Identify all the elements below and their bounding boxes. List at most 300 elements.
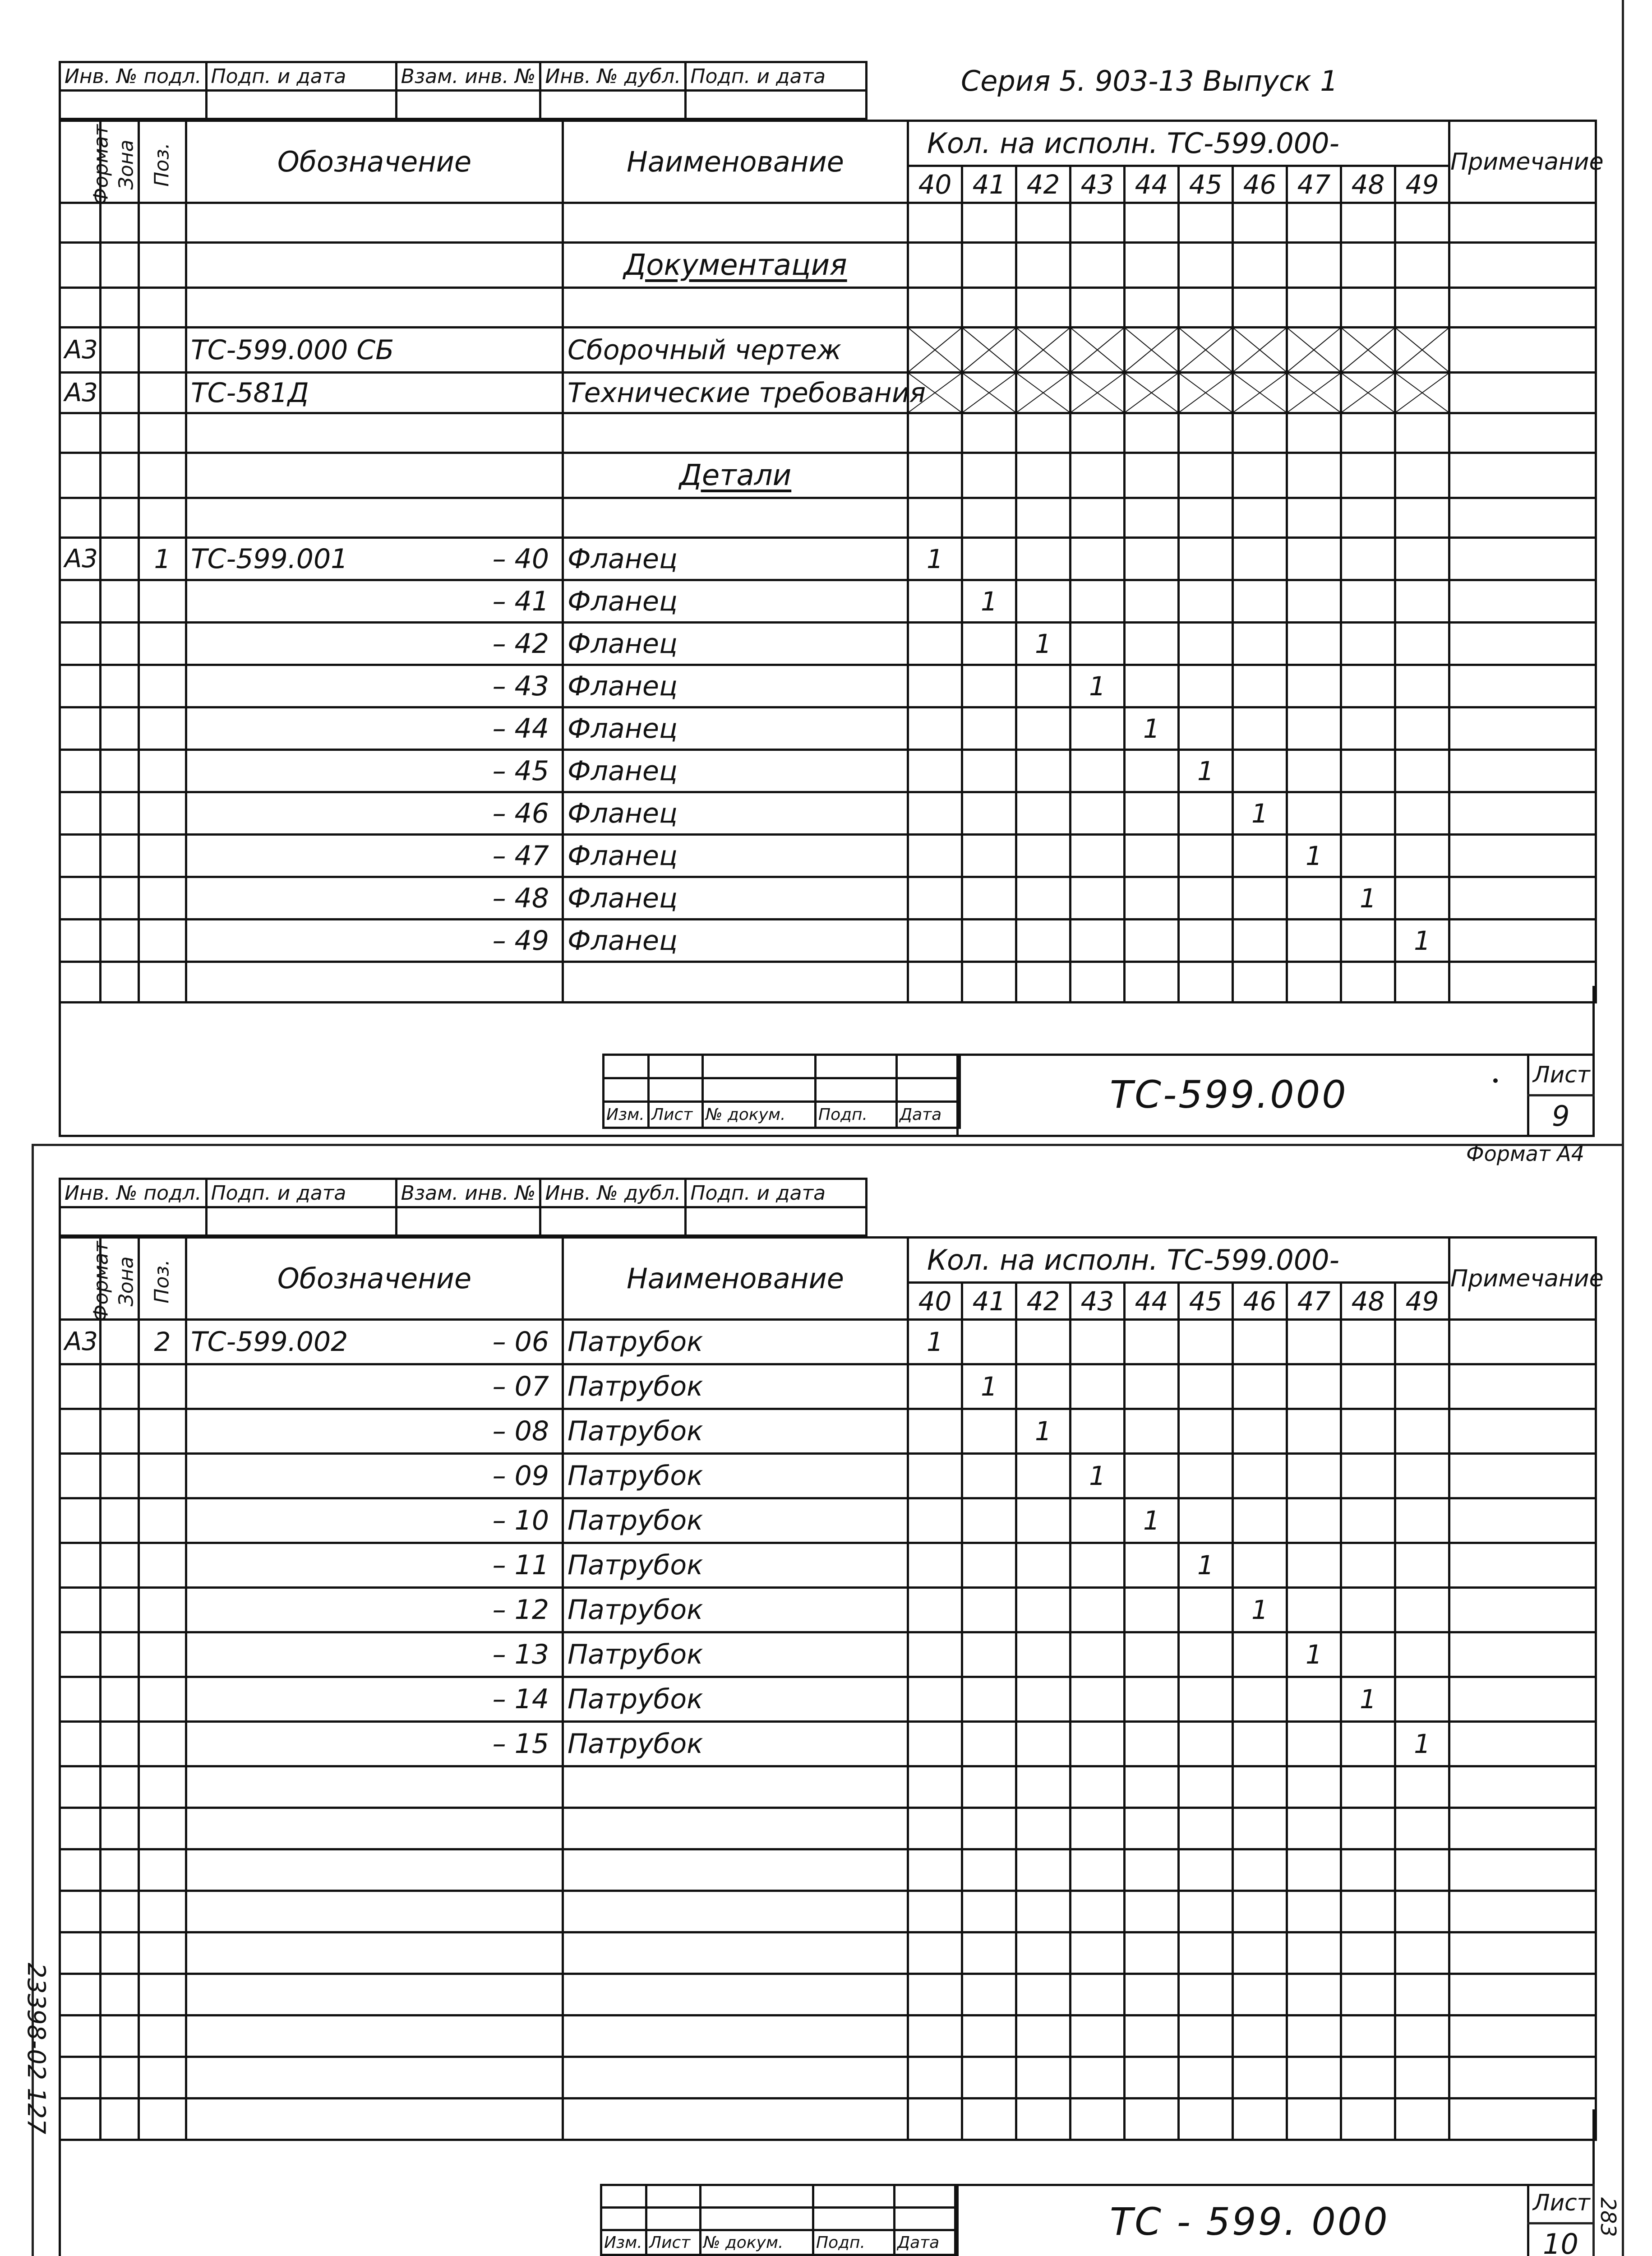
qty-cell (1395, 1409, 1449, 1454)
qty-cell (962, 288, 1016, 328)
zone-cell (101, 835, 139, 877)
qty-cell (1071, 1364, 1125, 1409)
spec-row (60, 1722, 1596, 1766)
qty-cell (1016, 243, 1071, 288)
zone-cell (101, 920, 139, 962)
qty-cell (1395, 243, 1449, 288)
qty-cell (1233, 243, 1287, 288)
qty-cell (1071, 920, 1125, 962)
qty-cell (1341, 538, 1395, 580)
variant-header: 44 (1125, 166, 1179, 203)
qty-cell (962, 413, 1016, 453)
qty-cell (1125, 1849, 1179, 1891)
cross-mark (1180, 328, 1232, 371)
qty-cell (1125, 453, 1179, 498)
cross-mark (1234, 328, 1286, 371)
designation-suffix: – 40 (492, 543, 549, 575)
zone-cell (101, 2016, 139, 2057)
format-cell (60, 1891, 101, 1932)
variant-header: 49 (1395, 1283, 1449, 1320)
qty-cell (1125, 1677, 1179, 1722)
pos-cell (139, 1677, 186, 1722)
qty-cell (1125, 1722, 1179, 1766)
qty-cell (1071, 2016, 1125, 2057)
designation-suffix: – 14 (492, 1683, 549, 1715)
spec-row (60, 920, 1596, 962)
variant-header: 45 (1179, 166, 1233, 203)
spec-row (60, 580, 1596, 623)
variant-header: 44 (1125, 1283, 1179, 1320)
qty-cell (1016, 453, 1071, 498)
stamp-blank (206, 1207, 396, 1236)
qty-cell (1233, 1891, 1287, 1932)
qty-cell (1016, 1766, 1071, 1808)
qty-cell (1341, 1409, 1395, 1454)
format-cell (60, 1588, 101, 1632)
designation-suffix: – 45 (492, 755, 549, 787)
qty-cell (908, 1677, 962, 1722)
qty-cell (908, 203, 962, 243)
qty-cell (1071, 1588, 1125, 1632)
qty-cell (1125, 1974, 1179, 2016)
qty-cell (962, 1677, 1016, 1722)
note-cell (1449, 1454, 1596, 1498)
qty-cell (1287, 580, 1341, 623)
pos-cell (139, 1364, 186, 1409)
cross-out-cell (1287, 373, 1341, 413)
qty-cell (908, 792, 962, 835)
spec-row (60, 1766, 1596, 1808)
qty-cell (1395, 1891, 1449, 1932)
stamp-blank (60, 91, 207, 119)
qty-cell (1016, 750, 1071, 792)
qty-cell (1233, 920, 1287, 962)
qty-cell (1287, 1891, 1341, 1932)
note-cell (1449, 1677, 1596, 1722)
designation-cell (186, 707, 563, 750)
title-block-1 (59, 986, 1595, 1137)
cross-mark (1396, 374, 1448, 412)
designation-cell (186, 623, 563, 665)
qty-cell (908, 835, 962, 877)
qty-cell (1287, 243, 1341, 288)
qty-cell (1179, 835, 1233, 877)
qty-cell (1071, 498, 1125, 538)
qty-cell (1071, 707, 1125, 750)
qty-cell (962, 1722, 1016, 1766)
qty-cell (1179, 1808, 1233, 1849)
qty-cell (1395, 453, 1449, 498)
qty-cell (1395, 1498, 1449, 1543)
sheet-2 (59, 1178, 1604, 2256)
qty-cell (1287, 877, 1341, 920)
qty-cell (1287, 203, 1341, 243)
variant-header: 42 (1016, 1283, 1071, 1320)
cross-mark (1126, 328, 1177, 371)
pos-cell (139, 792, 186, 835)
zone-cell (101, 1543, 139, 1588)
cross-mark (1180, 374, 1232, 412)
pos-cell (139, 623, 186, 665)
name-cell (563, 413, 908, 453)
qty-cell (1179, 1891, 1233, 1932)
qty-cell (1071, 1498, 1125, 1543)
qty-cell (908, 1849, 962, 1891)
qty-cell (1287, 453, 1341, 498)
qty-cell (1233, 835, 1287, 877)
qty-cell (1125, 1543, 1179, 1588)
zone-cell (101, 877, 139, 920)
pos-cell (139, 835, 186, 877)
note-cell (1449, 1320, 1596, 1364)
format-cell (60, 1974, 101, 2016)
designation-suffix: – 12 (492, 1594, 549, 1626)
qty-cell (962, 792, 1016, 835)
format-cell (60, 792, 101, 835)
rev-label: Лист (649, 1102, 703, 1128)
qty-cell (1125, 1588, 1179, 1632)
qty-cell (1125, 920, 1179, 962)
qty-cell (1016, 1588, 1071, 1632)
qty-cell (1179, 538, 1233, 580)
qty-cell (1395, 623, 1449, 665)
note-cell (1449, 1543, 1596, 1588)
stamp-cell: Подп. и дата (686, 1179, 867, 1207)
col-designation-header: Обозначение (186, 121, 563, 203)
qty-cell (1341, 1632, 1395, 1677)
designation-cell (186, 1454, 563, 1498)
qty-cell (1287, 1454, 1341, 1498)
qty-cell (1395, 877, 1449, 920)
qty-cell (1179, 203, 1233, 243)
note-cell (1449, 920, 1596, 962)
qty-cell (1395, 1932, 1449, 1974)
qty-cell (908, 498, 962, 538)
format-cell (60, 623, 101, 665)
cross-mark (1342, 328, 1394, 371)
qty-cell (1125, 835, 1179, 877)
spec-row (60, 2057, 1596, 2099)
qty-cell (908, 580, 962, 623)
qty-cell (908, 877, 962, 920)
cross-out-cell (1179, 373, 1233, 413)
zone-cell (101, 665, 139, 707)
qty-cell (1233, 623, 1287, 665)
qty-cell (908, 1409, 962, 1454)
qty-cell (1395, 1454, 1449, 1498)
note-cell (1449, 623, 1596, 665)
format-cell (60, 920, 101, 962)
qty-cell (1341, 1932, 1395, 1974)
designation-suffix: – 43 (492, 670, 549, 702)
designation-suffix: – 10 (492, 1505, 549, 1536)
qty-cell (1179, 1849, 1233, 1891)
spec-row (60, 1932, 1596, 1974)
qty-cell (1179, 1974, 1233, 2016)
qty-cell (962, 243, 1016, 288)
name-cell: Патрубок (563, 1320, 908, 1364)
name-cell: Патрубок (563, 1454, 908, 1498)
qty-cell (908, 1932, 962, 1974)
designation-cell (186, 2016, 563, 2057)
qty-cell (908, 1364, 962, 1409)
cross-mark (963, 374, 1015, 412)
note-cell (1449, 203, 1596, 243)
qty-cell (1287, 413, 1341, 453)
format-cell (60, 2057, 101, 2099)
name-cell (563, 1891, 908, 1932)
zone-cell (101, 1409, 139, 1454)
format-cell (60, 1632, 101, 1677)
spec-row (60, 498, 1596, 538)
qty-cell (962, 2057, 1016, 2099)
qty-cell (1016, 2016, 1071, 2057)
col-pos-header: Поз. (139, 1238, 186, 1320)
qty-cell (1341, 835, 1395, 877)
rev-label: Подп. (813, 2230, 895, 2255)
variant-header: 40 (908, 1283, 962, 1320)
format-cell (60, 1766, 101, 1808)
qty-cell (1233, 1808, 1287, 1849)
spec-row (60, 1588, 1596, 1632)
qty-cell (1233, 1632, 1287, 1677)
qty-cell: 1 (1179, 1543, 1233, 1588)
qty-cell (1071, 2057, 1125, 2099)
designation-cell (186, 1974, 563, 2016)
designation-suffix: – 11 (492, 1549, 549, 1581)
qty-cell (962, 1588, 1016, 1632)
zone-cell (101, 792, 139, 835)
cross-out-cell (1179, 328, 1233, 373)
pos-cell (139, 1588, 186, 1632)
pos-cell (139, 1932, 186, 1974)
spec-row (60, 203, 1596, 243)
qty-cell (1287, 665, 1341, 707)
note-cell (1449, 1808, 1596, 1849)
qty-cell (1125, 792, 1179, 835)
format-cell: А3 (60, 1320, 101, 1364)
qty-cell (1287, 2057, 1341, 2099)
qty-cell (962, 538, 1016, 580)
note-cell (1449, 1409, 1596, 1454)
designation-cell (186, 243, 563, 288)
qty-cell (962, 453, 1016, 498)
qty-cell (1016, 1364, 1071, 1409)
zone-cell (101, 1974, 139, 2016)
qty-cell (1395, 1632, 1449, 1677)
spec-row (60, 538, 1596, 580)
qty-cell (1071, 1722, 1125, 1766)
qty-cell (1016, 413, 1071, 453)
qty-cell (1071, 1891, 1125, 1932)
qty-cell (1287, 1766, 1341, 1808)
qty-cell (962, 665, 1016, 707)
zone-cell (101, 288, 139, 328)
qty-cell (908, 1588, 962, 1632)
qty-cell (908, 920, 962, 962)
stamp-cell: Инв. № дубл. (540, 1179, 686, 1207)
qty-cell (1016, 1722, 1071, 1766)
qty-cell (962, 707, 1016, 750)
zone-cell (101, 453, 139, 498)
qty-cell: 1 (1071, 665, 1125, 707)
note-cell (1449, 453, 1596, 498)
qty-cell (1233, 498, 1287, 538)
qty-cell: 1 (1341, 877, 1395, 920)
zone-cell (101, 1722, 139, 1766)
qty-cell (1233, 538, 1287, 580)
qty-cell (1341, 920, 1395, 962)
zone-cell (101, 498, 139, 538)
qty-cell: 1 (1071, 1454, 1125, 1498)
qty-cell (1125, 413, 1179, 453)
pos-cell: 2 (139, 1320, 186, 1364)
stamp-cell: Инв. № подл. (60, 1179, 207, 1207)
cross-mark (1342, 374, 1394, 412)
qty-cell (1341, 1974, 1395, 2016)
qty-cell (962, 1409, 1016, 1454)
qty-cell (962, 1498, 1016, 1543)
variant-header: 41 (962, 1283, 1016, 1320)
designation-suffix: – 08 (492, 1415, 549, 1447)
stamp-blank (540, 1207, 686, 1236)
name-cell: Сборочный чертеж (563, 328, 908, 373)
qty-cell (908, 1498, 962, 1543)
qty-cell (1179, 2057, 1233, 2099)
qty-cell (962, 2016, 1016, 2057)
zone-cell (101, 750, 139, 792)
qty-cell (1341, 453, 1395, 498)
name-cell: Патрубок (563, 1543, 908, 1588)
corner-divider (1592, 2184, 1595, 2256)
name-cell: Фланец (563, 623, 908, 665)
qty-cell (908, 1632, 962, 1677)
qty-cell: 1 (1016, 623, 1071, 665)
qty-cell (1179, 1766, 1233, 1808)
stamp-blank (396, 91, 540, 119)
designation-cell (186, 665, 563, 707)
qty-cell (962, 1632, 1016, 1677)
format-label: Формат А4 (1466, 1142, 1584, 1166)
pos-cell (139, 2057, 186, 2099)
designation-cell (186, 498, 563, 538)
designation-cell (186, 1498, 563, 1543)
qty-cell (1179, 877, 1233, 920)
qty-cell (962, 1932, 1016, 1974)
qty-cell (962, 1766, 1016, 1808)
spec-row (60, 1891, 1596, 1932)
qty-cell (1341, 1320, 1395, 1364)
qty-cell (1071, 835, 1125, 877)
cross-out-cell (1125, 328, 1179, 373)
designation-suffix: – 09 (492, 1460, 549, 1492)
pos-cell (139, 1454, 186, 1498)
qty-cell (1233, 1932, 1287, 1974)
designation-cell (186, 2057, 563, 2099)
pos-cell: 1 (139, 538, 186, 580)
cross-out-cell (962, 373, 1016, 413)
qty-cell (1287, 1588, 1341, 1632)
qty-cell (1233, 288, 1287, 328)
note-cell (1449, 2057, 1596, 2099)
qty-cell (1125, 877, 1179, 920)
name-cell: Фланец (563, 920, 908, 962)
qty-cell (1287, 538, 1341, 580)
zone-cell (101, 2057, 139, 2099)
qty-cell (1179, 707, 1233, 750)
stamp-blank (396, 1207, 540, 1236)
spec-row (60, 413, 1596, 453)
stamp-cell: Взам. инв. № (396, 1179, 540, 1207)
pos-cell (139, 413, 186, 453)
designation-cell: ТС-581Д (186, 373, 563, 413)
revision-grid (600, 2184, 959, 2256)
qty-cell (1233, 203, 1287, 243)
qty-cell (908, 1722, 962, 1766)
format-cell: А3 (60, 373, 101, 413)
cross-out-cell (962, 328, 1016, 373)
qty-cell (1016, 665, 1071, 707)
designation-suffix: – 42 (492, 628, 549, 660)
qty-cell: 1 (1179, 750, 1233, 792)
qty-cell (1179, 1409, 1233, 1454)
qty-cell: 1 (1125, 1498, 1179, 1543)
pos-cell (139, 580, 186, 623)
designation-cell (186, 580, 563, 623)
designation-cell: ТС-599.000 СБ (186, 328, 563, 373)
qty-cell (1233, 453, 1287, 498)
qty-cell (1287, 623, 1341, 665)
zone-cell (101, 1498, 139, 1543)
qty-cell (1016, 538, 1071, 580)
format-cell (60, 498, 101, 538)
qty-cell (1233, 1849, 1287, 1891)
qty-cell (1341, 1454, 1395, 1498)
qty-cell: 1 (1016, 1409, 1071, 1454)
qty-cell (1125, 243, 1179, 288)
qty-cell (1179, 1454, 1233, 1498)
qty-cell (962, 1454, 1016, 1498)
variant-header: 49 (1395, 166, 1449, 203)
spec-row (60, 1320, 1596, 1364)
note-cell (1449, 2016, 1596, 2057)
qty-cell (1071, 750, 1125, 792)
format-cell (60, 288, 101, 328)
qty-cell (1233, 1722, 1287, 1766)
qty-cell (1287, 1543, 1341, 1588)
qty-cell (1341, 203, 1395, 243)
qty-cell (1016, 1498, 1071, 1543)
qty-cell (1071, 792, 1125, 835)
cross-out-cell (1125, 373, 1179, 413)
name-cell: Патрубок (563, 1722, 908, 1766)
name-cell: Фланец (563, 665, 908, 707)
col-qty-group-header: Кол. на исполн. ТС-599.000- (908, 121, 1449, 166)
qty-cell (962, 1891, 1016, 1932)
qty-cell: 1 (1395, 920, 1449, 962)
qty-cell (1125, 1632, 1179, 1677)
note-cell (1449, 538, 1596, 580)
designation-suffix: – 06 (492, 1326, 549, 1358)
sheet-box-divider (1527, 2222, 1595, 2224)
col-format-header: Формат (60, 121, 101, 203)
qty-cell (1016, 1677, 1071, 1722)
spec-row (60, 750, 1596, 792)
qty-cell: 1 (1287, 1632, 1341, 1677)
designation-cell (186, 538, 563, 580)
name-cell: Патрубок (563, 1632, 908, 1677)
ink-dot (1493, 1078, 1498, 1083)
